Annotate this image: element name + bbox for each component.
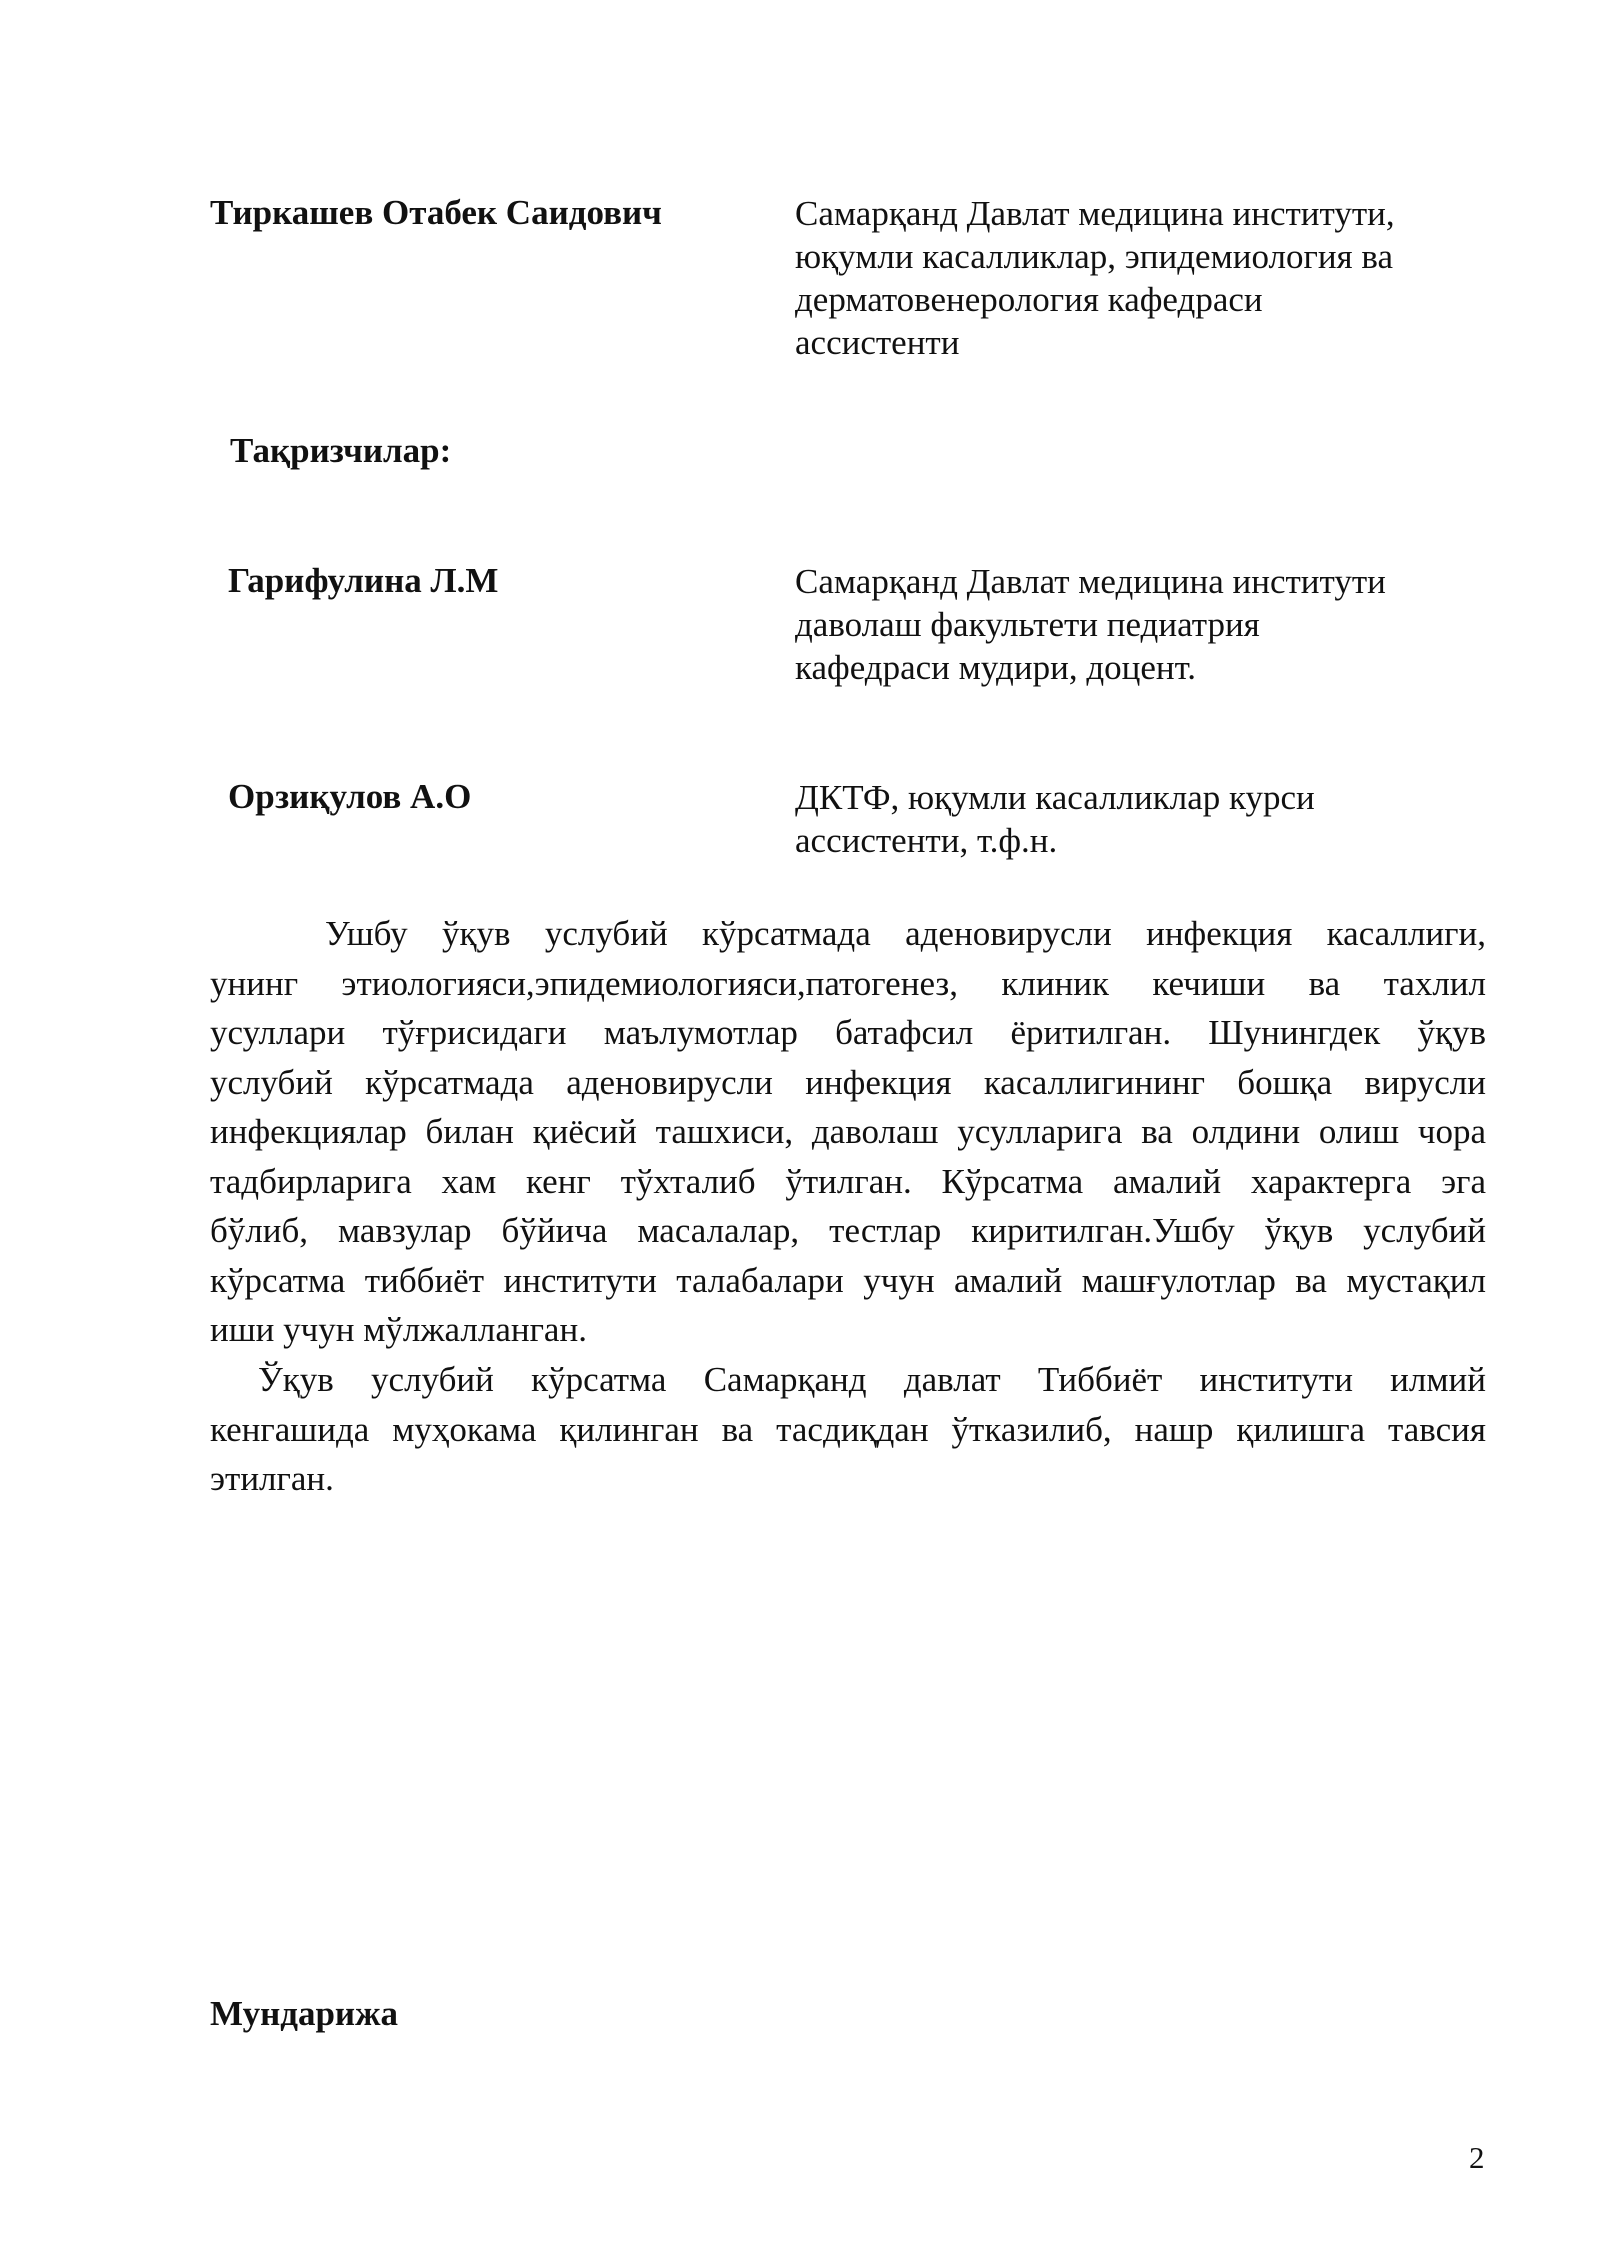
affiliation-line: ДКТФ, юқумли касалликлар курси: [795, 778, 1315, 817]
paragraph-line: этилган.: [210, 1459, 334, 1498]
paragraph-line: иши учун мўлжалланган.: [210, 1310, 587, 1349]
paragraph-line: унинг этиологияси,эпидемиологияси,патогенез, клиник кечиши ва тахлил: [210, 963, 1486, 1003]
reviewers-heading: Тақризчилар:: [230, 431, 452, 470]
paragraph-line: бўлиб, мавзулар бўйича масалалар, тестлар киритилган.Ушбу ўқув услубий: [210, 1211, 1486, 1250]
paragraph-line: кенгашида муҳокама қилинган ва тасдиқдан ўтказилиб, нашр қилишга тавсия: [210, 1409, 1486, 1449]
reviewer-affiliation: [795, 776, 1475, 862]
paragraph-line: усуллари тўғрисидаги маълумотлар батафсил ёритилган. Шунингдек ўқув: [210, 1013, 1486, 1052]
reviewer-affiliation: [795, 560, 1475, 689]
contents-heading: Мундарижа: [210, 1994, 398, 2033]
affiliation-line: Самарқанд Давлат медицина институти,: [795, 194, 1395, 233]
author-name: Тиркашев Отабек Саидович: [210, 193, 662, 232]
author-affiliation: [795, 192, 1475, 364]
paragraph-line: услубий кўрсатмада аденовирусли инфекция касаллигининг бошқа вирусли: [210, 1062, 1486, 1102]
reviewer-name: Орзиқулов А.О: [228, 777, 472, 816]
page-number: 2: [1469, 2140, 1485, 2175]
affiliation-line: кафедраси мудири, доцент.: [795, 648, 1197, 687]
paragraph-line: тадбирларига хам кенг тўхталиб ўтилган. Кўрсатма амалий характерга эга: [210, 1161, 1486, 1201]
reviewer-name: Гарифулина Л.М: [228, 561, 499, 600]
affiliation-line: дерматовенерология кафедраси: [795, 280, 1263, 319]
affiliation-line: юқумли касалликлар, эпидемиология ва: [795, 237, 1394, 276]
affiliation-line: даволаш факультети педиатрия: [795, 605, 1260, 644]
paragraph-line: Ўқув услубий кўрсатма Самарқанд давлат Тиббиёт институти илмий: [258, 1360, 1486, 1399]
paragraph-line: Ушбу ўқув услубий кўрсатмада аденовирусли инфекция касаллиги,: [325, 914, 1486, 953]
affiliation-line: ассистенти, т.ф.н.: [795, 821, 1058, 860]
paragraph-line: кўрсатма тиббиёт институти талабалари учун амалий машғулотлар ва мустақил: [210, 1260, 1486, 1300]
paragraph-line: инфекциялар билан қиёсий ташхиси, даволаш усулларига ва олдини олиш чора: [210, 1112, 1486, 1151]
abstract-paragraph: [210, 909, 1486, 1355]
affiliation-line: ассистенти: [795, 323, 960, 362]
affiliation-line: Самарқанд Давлат медицина институти: [795, 562, 1386, 601]
approval-paragraph: [210, 1355, 1486, 1504]
